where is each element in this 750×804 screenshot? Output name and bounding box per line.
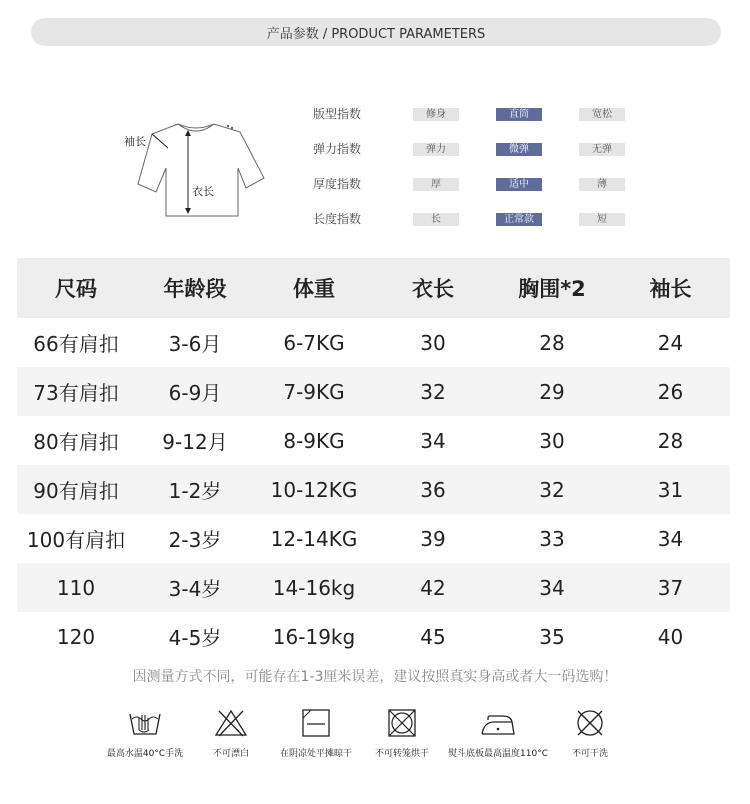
table-header-row <box>17 258 730 318</box>
table-cell: 3-6月 <box>168 332 222 356</box>
column-header: 体重 <box>255 258 373 318</box>
table-cell: 28 <box>657 428 684 453</box>
long-sleeve-shirt-icon <box>118 108 268 223</box>
table-cell: 9-12月 <box>162 430 228 454</box>
table-cell: 42 <box>373 563 493 612</box>
table-cell: 36 <box>373 465 493 514</box>
param-option: 短 <box>579 213 625 226</box>
body-length-label: 衣长 <box>192 185 214 198</box>
param-option-selected: 微弹 <box>496 143 542 156</box>
table-cell: 80有肩扣 <box>33 430 119 454</box>
param-row-length <box>313 209 643 229</box>
table-cell: 34 <box>657 526 684 551</box>
table-cell: 33 <box>539 526 565 551</box>
table-cell: 32 <box>493 465 611 514</box>
no-bleach-icon <box>214 708 248 738</box>
no-dry-clean-icon <box>573 708 607 738</box>
hand-wash-40-icon <box>128 708 162 738</box>
table-row <box>17 612 730 661</box>
param-option: 宽松 <box>579 108 625 121</box>
param-option-selected: 适中 <box>496 178 542 191</box>
table-cell: 16-19kg <box>272 624 356 649</box>
care-label: 不可干洗 <box>571 749 608 759</box>
column-header: 胸围*2 <box>493 258 611 318</box>
table-cell: 6-7KG <box>283 330 345 355</box>
table-cell: 28 <box>539 330 565 355</box>
title-bar <box>31 18 721 46</box>
iron-110-icon <box>478 708 518 738</box>
table-row <box>17 416 730 465</box>
table-row <box>17 367 730 416</box>
table-cell: 45 <box>420 624 446 649</box>
garment-diagram <box>118 108 268 223</box>
no-tumble-dry-icon <box>385 708 419 738</box>
table-cell: 30 <box>539 428 565 453</box>
table-cell: 10-12KG <box>255 465 373 514</box>
table-cell: 40 <box>657 624 684 649</box>
table-cell: 35 <box>539 624 565 649</box>
care-label: 在阴凉处平摊晾干 <box>279 749 352 759</box>
table-cell: 66有肩扣 <box>33 332 119 356</box>
measurement-note: 因测量方式不同，可能存在1-3厘米误差，建议按照真实身高或者大一码选购！ <box>132 669 618 685</box>
table-cell: 37 <box>611 563 730 612</box>
column-header: 年龄段 <box>135 258 255 318</box>
param-option: 薄 <box>579 178 625 191</box>
param-row-elasticity <box>313 139 643 159</box>
table-row <box>17 318 730 367</box>
param-option-selected: 正常款 <box>496 213 542 226</box>
table-cell: 26 <box>611 367 730 416</box>
table-cell: 4-5岁 <box>168 626 222 650</box>
param-option: 厚 <box>413 178 459 191</box>
table-row <box>17 465 730 514</box>
table-cell: 100有肩扣 <box>26 528 126 552</box>
shade-flat-dry-icon <box>299 708 333 738</box>
param-name: 版型指数 <box>313 107 362 121</box>
column-header: 袖长 <box>611 258 730 318</box>
column-header: 衣长 <box>373 258 493 318</box>
param-option: 长 <box>413 213 459 226</box>
param-name: 长度指数 <box>313 212 362 226</box>
table-cell: 39 <box>420 526 446 551</box>
table-cell: 7-9KG <box>255 367 373 416</box>
param-option: 修身 <box>413 108 459 121</box>
table-cell: 24 <box>657 330 684 355</box>
care-item <box>530 708 650 759</box>
param-option: 无弹 <box>579 143 625 156</box>
table-cell: 120 <box>56 624 96 649</box>
table-cell: 3-4岁 <box>135 563 255 612</box>
param-option-selected: 直筒 <box>496 108 542 121</box>
table-cell: 31 <box>611 465 730 514</box>
table-cell: 110 <box>17 563 135 612</box>
care-label: 熨斗底板最高温度110°C <box>448 749 548 759</box>
table-cell: 34 <box>420 428 446 453</box>
table-cell: 12-14KG <box>270 526 358 551</box>
param-row-thickness <box>313 174 643 194</box>
table-cell: 90有肩扣 <box>17 465 135 514</box>
column-header: 尺码 <box>17 258 135 318</box>
param-row-fit <box>313 104 643 124</box>
care-label: 最高水温40°C手洗 <box>106 749 184 759</box>
table-cell: 2-3岁 <box>168 528 222 552</box>
param-name: 厚度指数 <box>313 177 362 191</box>
table-cell: 29 <box>493 367 611 416</box>
table-row <box>17 514 730 563</box>
table-cell: 6-9月 <box>135 367 255 416</box>
table-cell: 14-16kg <box>255 563 373 612</box>
param-name: 弹力指数 <box>313 142 362 156</box>
param-option: 弹力 <box>413 143 459 156</box>
table-cell: 30 <box>420 330 446 355</box>
table-cell: 8-9KG <box>283 428 345 453</box>
table-cell: 1-2岁 <box>135 465 255 514</box>
care-label: 不可漂白 <box>212 749 249 759</box>
table-cell: 34 <box>493 563 611 612</box>
table-row <box>17 563 730 612</box>
table-cell: 32 <box>373 367 493 416</box>
table-cell: 73有肩扣 <box>17 367 135 416</box>
care-label: 不可转笼烘干 <box>374 749 429 759</box>
page-title: 产品参数 / PRODUCT PARAMETERS <box>266 26 486 42</box>
sleeve-length-label: 袖长 <box>124 135 146 148</box>
size-table <box>17 258 730 661</box>
